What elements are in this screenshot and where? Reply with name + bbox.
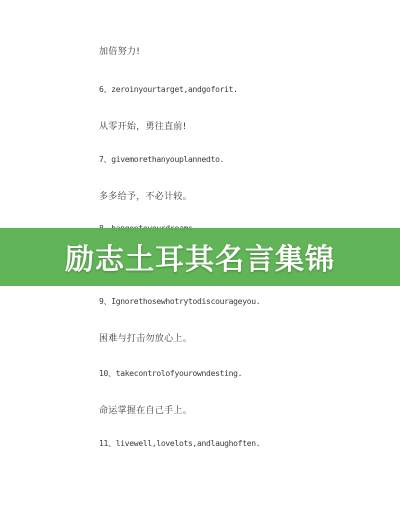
text-line: 命运掌握在自己手上。 [99, 406, 193, 416]
text-line: 6、zeroinyourtarget,andgoforit. [99, 85, 238, 94]
text-line: 加倍努力! [99, 47, 141, 57]
title-banner [0, 228, 400, 286]
text-line: 9、Ignorethosewhotrytodiscourageyou. [99, 297, 261, 306]
text-line: 困难与打击勿放心上。 [99, 334, 193, 344]
text-line: 11、livewell,lovelots,andlaughoften. [99, 439, 261, 448]
text-line: 7、givemorethanyouplannedto. [99, 155, 225, 164]
text-line: 从零开始，勇往直前! [99, 122, 187, 132]
text-line: 多多给予，不必计较。 [99, 192, 193, 202]
banner-title: 励志土耳其名言集锦 [64, 241, 335, 276]
text-line: 10、takecontrolofyourowndesting. [99, 369, 243, 378]
